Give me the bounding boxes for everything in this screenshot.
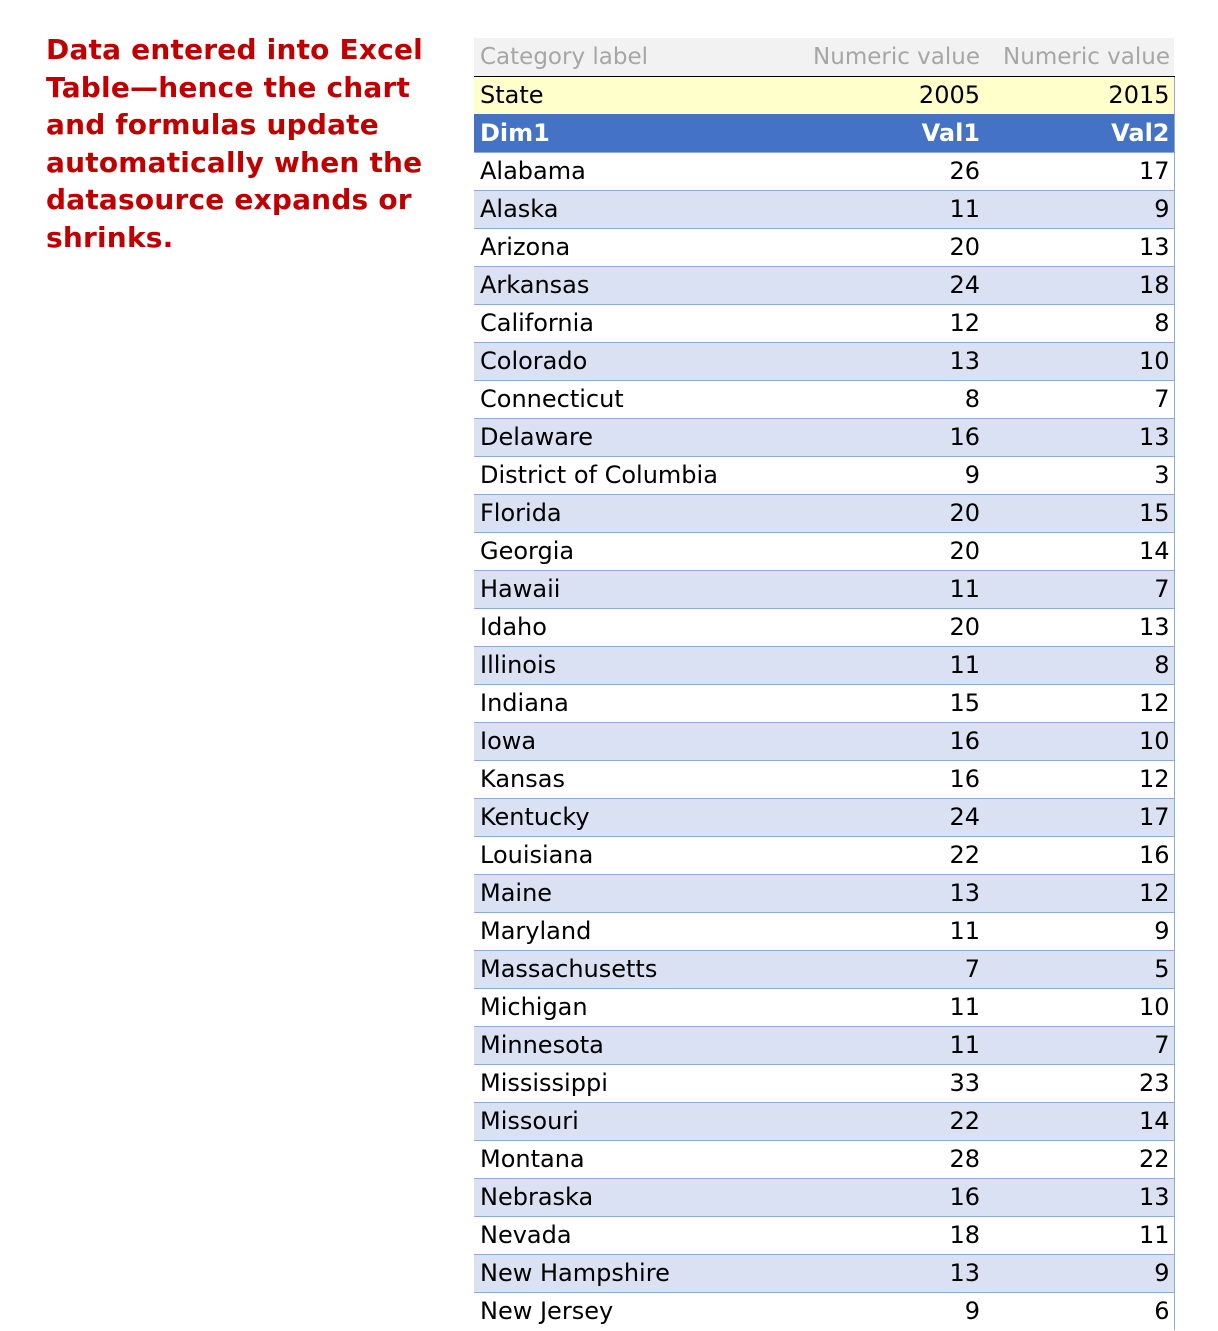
cell-val2[interactable]: 13	[984, 1178, 1174, 1216]
cell-state[interactable]: Nevada	[474, 1216, 786, 1254]
cell-val1[interactable]: 20	[786, 494, 984, 532]
cell-state[interactable]: Maryland	[474, 912, 786, 950]
cell-val2[interactable]: 13	[984, 608, 1174, 646]
cell-val1[interactable]: 15	[786, 684, 984, 722]
meta-cell-value2[interactable]: Numeric value	[984, 38, 1174, 76]
meta-row	[474, 38, 1174, 76]
cell-state[interactable]: District of Columbia	[474, 456, 786, 494]
cell-state[interactable]: Missouri	[474, 1102, 786, 1140]
table-row	[474, 722, 1174, 760]
table-row	[474, 950, 1174, 988]
table-row	[474, 684, 1174, 722]
cell-val1[interactable]: 16	[786, 1178, 984, 1216]
cell-val2[interactable]: 22	[984, 1140, 1174, 1178]
cell-val2[interactable]: 7	[984, 1026, 1174, 1064]
cell-state[interactable]: Alaska	[474, 190, 786, 228]
cell-state[interactable]: New Hampshire	[474, 1254, 786, 1292]
table-row	[474, 1292, 1174, 1330]
cell-state[interactable]: New Jersey	[474, 1292, 786, 1330]
table-row	[474, 380, 1174, 418]
cell-val2[interactable]: 9	[984, 1254, 1174, 1292]
column-header-val1[interactable]: Val1	[786, 114, 984, 152]
cell-val2[interactable]: 18	[984, 266, 1174, 304]
cell-val2[interactable]: 13	[984, 228, 1174, 266]
cell-val2[interactable]: 3	[984, 456, 1174, 494]
cell-state[interactable]: Montana	[474, 1140, 786, 1178]
cell-val1[interactable]: 20	[786, 228, 984, 266]
cell-val2[interactable]: 14	[984, 532, 1174, 570]
table-row	[474, 1026, 1174, 1064]
table-row	[474, 1064, 1174, 1102]
cell-val1[interactable]: 16	[786, 722, 984, 760]
cell-val1[interactable]: 18	[786, 1216, 984, 1254]
table-row	[474, 570, 1174, 608]
cell-val2[interactable]: 17	[984, 152, 1174, 190]
cell-val1[interactable]: 24	[786, 798, 984, 836]
table-row	[474, 646, 1174, 684]
cell-val1[interactable]: 24	[786, 266, 984, 304]
table-row	[474, 342, 1174, 380]
table-row	[474, 1254, 1174, 1292]
cell-val2[interactable]: 16	[984, 836, 1174, 874]
table-row	[474, 494, 1174, 532]
cell-val1[interactable]: 20	[786, 532, 984, 570]
cell-state[interactable]: Massachusetts	[474, 950, 786, 988]
cell-state[interactable]: Connecticut	[474, 380, 786, 418]
cell-val1[interactable]: 12	[786, 304, 984, 342]
table-row	[474, 228, 1174, 266]
cell-state[interactable]: Illinois	[474, 646, 786, 684]
cell-state[interactable]: California	[474, 304, 786, 342]
cell-val1[interactable]: 11	[786, 190, 984, 228]
table-row	[474, 190, 1174, 228]
cell-val2[interactable]: 8	[984, 304, 1174, 342]
cell-state[interactable]: Alabama	[474, 152, 786, 190]
cell-state[interactable]: Iowa	[474, 722, 786, 760]
cell-state[interactable]: Kentucky	[474, 798, 786, 836]
table-row	[474, 1178, 1174, 1216]
cell-val1[interactable]: 11	[786, 1026, 984, 1064]
cell-state[interactable]: Maine	[474, 874, 786, 912]
cell-state[interactable]: Florida	[474, 494, 786, 532]
table-row	[474, 304, 1174, 342]
cell-state[interactable]: Hawaii	[474, 570, 786, 608]
cell-val1[interactable]: 13	[786, 342, 984, 380]
annotation-note: Data entered into Excel Table—hence the chart and formulas update automatically when the datasource expands or shrinks.	[46, 33, 423, 254]
label-cell-state[interactable]: State	[474, 76, 786, 114]
cell-state[interactable]: Arkansas	[474, 266, 786, 304]
cell-val2[interactable]: 6	[984, 1292, 1174, 1330]
cell-val2[interactable]: 12	[984, 760, 1174, 798]
cell-state[interactable]: Nebraska	[474, 1178, 786, 1216]
table-row	[474, 836, 1174, 874]
data-table	[474, 38, 1175, 1330]
cell-val1[interactable]: 20	[786, 608, 984, 646]
cell-val2[interactable]: 10	[984, 722, 1174, 760]
table-row	[474, 760, 1174, 798]
cell-val2[interactable]: 5	[984, 950, 1174, 988]
label-cell-2005[interactable]: 2005	[786, 76, 984, 114]
column-header-val2[interactable]: Val2	[984, 114, 1174, 152]
cell-val1[interactable]: 33	[786, 1064, 984, 1102]
table-row	[474, 456, 1174, 494]
cell-val2[interactable]: 17	[984, 798, 1174, 836]
cell-state[interactable]: Georgia	[474, 532, 786, 570]
cell-state[interactable]: Kansas	[474, 760, 786, 798]
cell-val2[interactable]: 9	[984, 190, 1174, 228]
table-row	[474, 1216, 1174, 1254]
cell-val1[interactable]: 9	[786, 456, 984, 494]
table-row	[474, 988, 1174, 1026]
cell-val2[interactable]: 12	[984, 684, 1174, 722]
cell-state[interactable]: Minnesota	[474, 1026, 786, 1064]
cell-val1[interactable]: 11	[786, 912, 984, 950]
table-header-row	[474, 114, 1174, 152]
cell-state[interactable]: Michigan	[474, 988, 786, 1026]
cell-val1[interactable]: 26	[786, 152, 984, 190]
label-cell-2015[interactable]: 2015	[984, 76, 1174, 114]
cell-state[interactable]: Idaho	[474, 608, 786, 646]
table-row	[474, 1140, 1174, 1178]
cell-val2[interactable]: 10	[984, 988, 1174, 1026]
cell-val2[interactable]: 23	[984, 1064, 1174, 1102]
table-row	[474, 798, 1174, 836]
table-row	[474, 874, 1174, 912]
cell-val2[interactable]: 11	[984, 1216, 1174, 1254]
meta-cell-category[interactable]: Category label	[474, 38, 786, 76]
cell-val2[interactable]: 13	[984, 418, 1174, 456]
table-row	[474, 266, 1174, 304]
cell-val1[interactable]: 11	[786, 988, 984, 1026]
column-header-dim1[interactable]: Dim1	[474, 114, 786, 152]
table-row	[474, 1102, 1174, 1140]
cell-state[interactable]: Arizona	[474, 228, 786, 266]
cell-val1[interactable]: 16	[786, 418, 984, 456]
cell-val2[interactable]: 7	[984, 570, 1174, 608]
cell-state[interactable]: Delaware	[474, 418, 786, 456]
cell-val1[interactable]: 11	[786, 570, 984, 608]
cell-val1[interactable]: 8	[786, 380, 984, 418]
cell-val2[interactable]: 8	[984, 646, 1174, 684]
cell-val1[interactable]: 7	[786, 950, 984, 988]
cell-val2[interactable]: 12	[984, 874, 1174, 912]
cell-val1[interactable]: 22	[786, 1102, 984, 1140]
table-row	[474, 912, 1174, 950]
cell-val1[interactable]: 9	[786, 1292, 984, 1330]
table-row	[474, 608, 1174, 646]
table-row	[474, 418, 1174, 456]
meta-cell-value1[interactable]: Numeric value	[786, 38, 984, 76]
cell-val1[interactable]: 28	[786, 1140, 984, 1178]
cell-val1[interactable]: 13	[786, 874, 984, 912]
cell-val2[interactable]: 7	[984, 380, 1174, 418]
label-row	[474, 76, 1174, 114]
cell-val2[interactable]: 9	[984, 912, 1174, 950]
table-row	[474, 532, 1174, 570]
cell-val1[interactable]: 22	[786, 836, 984, 874]
cell-state[interactable]: Louisiana	[474, 836, 786, 874]
cell-state[interactable]: Colorado	[474, 342, 786, 380]
cell-val2[interactable]: 14	[984, 1102, 1174, 1140]
cell-state[interactable]: Mississippi	[474, 1064, 786, 1102]
cell-val2[interactable]: 10	[984, 342, 1174, 380]
cell-state[interactable]: Indiana	[474, 684, 786, 722]
cell-val1[interactable]: 11	[786, 646, 984, 684]
cell-val1[interactable]: 16	[786, 760, 984, 798]
cell-val1[interactable]: 13	[786, 1254, 984, 1292]
table-row	[474, 152, 1174, 190]
cell-val2[interactable]: 15	[984, 494, 1174, 532]
